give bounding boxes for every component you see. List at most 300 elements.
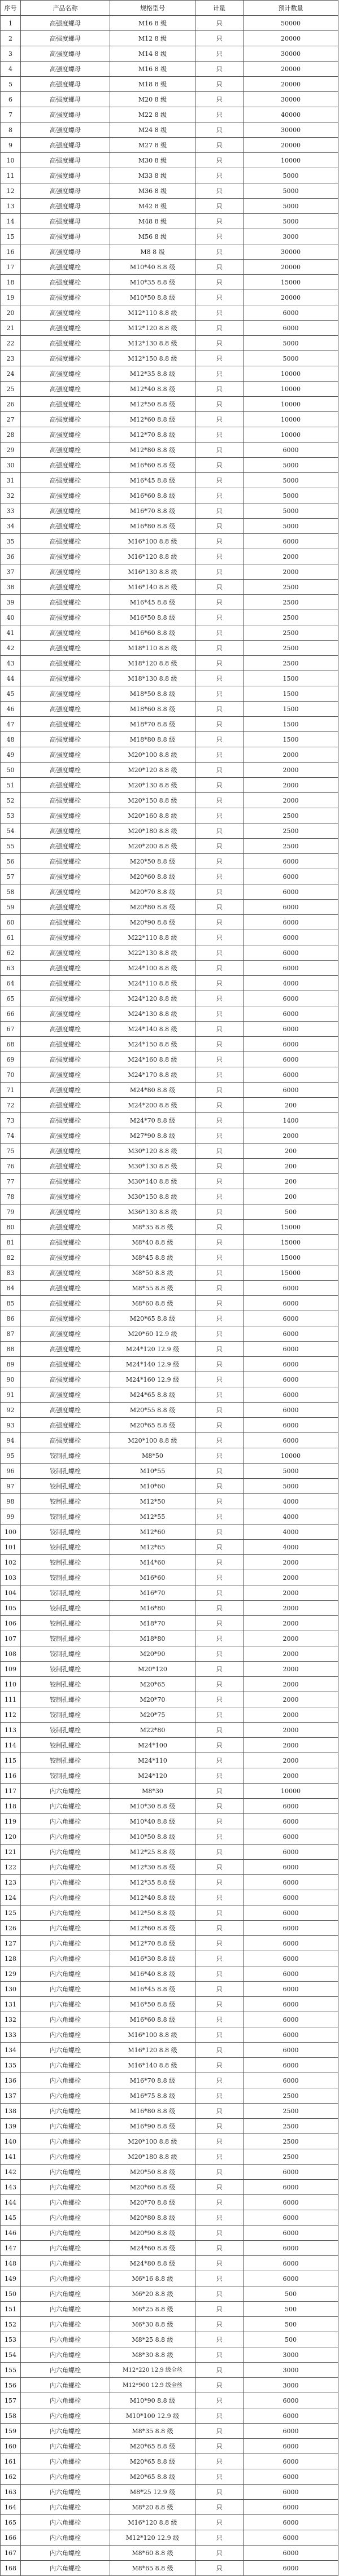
cell-index: 65 [1,991,21,1006]
cell-index: 4 [1,62,21,77]
table-row [1,1860,338,1875]
cell-quantity: 500 [244,2286,338,2302]
cell-unit: 只 [195,2241,244,2256]
table-row [1,2073,338,2088]
cell-index: 152 [1,2317,21,2332]
cell-spec: M8*50 [110,1448,195,1464]
cell-spec: M16*130 8.8 级 [110,564,195,580]
table-row [1,1753,338,1768]
table-row [1,884,338,900]
cell-product-name: 内六角螺栓 [21,2317,110,2332]
cell-spec: M8*60 8.8 级 [110,1296,195,1311]
table-row [1,1921,338,1936]
cell-quantity: 2000 [244,1738,338,1753]
cell-spec: M20*65 8.8 级 [110,2439,195,2454]
cell-spec: M24*170 8.8 级 [110,1067,195,1083]
cell-unit: 只 [195,1890,244,1905]
table-row [1,1265,338,1281]
cell-index: 40 [1,610,21,625]
cell-product-name: 高强度螺栓 [21,915,110,930]
table-row [1,1509,338,1524]
cell-quantity: 2000 [244,1768,338,1784]
table-row [1,2088,338,2104]
cell-product-name: 高强度螺栓 [21,732,110,747]
cell-quantity: 2500 [244,2134,338,2149]
cell-quantity: 2500 [244,580,338,595]
cell-unit: 只 [195,1738,244,1753]
cell-spec: M16*50 8.8 级 [110,1997,195,2012]
cell-unit: 只 [195,382,244,397]
cell-unit: 只 [195,2027,244,2043]
cell-unit: 只 [195,519,244,534]
cell-index: 77 [1,1174,21,1189]
cell-product-name: 高强度螺栓 [21,976,110,991]
cell-quantity: 2000 [244,1128,338,1144]
cell-quantity: 6000 [244,2043,338,2058]
header-spec: 规格型号 [110,1,195,16]
cell-product-name: 内六角螺栓 [21,2530,110,2546]
cell-product-name: 高强度螺母 [21,122,110,138]
table-row [1,2454,338,2469]
cell-index: 128 [1,1951,21,1966]
cell-unit: 只 [195,1799,244,1814]
cell-quantity: 5000 [244,458,338,473]
cell-spec: M12*60 8.8 级 [110,412,195,427]
table-row [1,229,338,244]
cell-unit: 只 [195,2500,244,2515]
cell-product-name: 高强度螺母 [21,183,110,199]
cell-unit: 只 [195,2210,244,2225]
cell-quantity: 6000 [244,915,338,930]
cell-index: 71 [1,1083,21,1098]
cell-unit: 只 [195,1905,244,1921]
cell-spec: M16*90 8.8 级 [110,2119,195,2134]
cell-index: 130 [1,1982,21,1997]
cell-index: 96 [1,1464,21,1479]
cell-product-name: 铰制孔螺栓 [21,1738,110,1753]
cell-quantity: 10000 [244,412,338,427]
cell-unit: 只 [195,1189,244,1204]
cell-product-name: 高强度螺母 [21,77,110,92]
table-row [1,1022,338,1037]
cell-unit: 只 [195,1540,244,1555]
cell-index: 72 [1,1098,21,1113]
cell-index: 145 [1,2210,21,2225]
cell-quantity: 30000 [244,122,338,138]
cell-product-name: 内六角螺栓 [21,2073,110,2088]
cell-unit: 只 [195,2363,244,2378]
cell-spec: M8*35 8.8 级 [110,1220,195,1235]
cell-quantity: 200 [244,1098,338,1113]
cell-unit: 只 [195,488,244,503]
cell-quantity: 5000 [244,168,338,183]
cell-spec: M24*100 [110,1738,195,1753]
table-row [1,1052,338,1067]
cell-spec: M10*90 8.8 级 [110,2393,195,2408]
table-row [1,1220,338,1235]
cell-quantity: 6000 [244,1997,338,2012]
cell-unit: 只 [195,915,244,930]
cell-unit: 只 [195,1311,244,1326]
cell-quantity: 6000 [244,930,338,945]
cell-product-name: 高强度螺栓 [21,808,110,823]
cell-unit: 只 [195,2469,244,2485]
cell-index: 18 [1,275,21,290]
cell-index: 95 [1,1448,21,1464]
cell-unit: 只 [195,199,244,214]
cell-product-name: 高强度螺母 [21,153,110,168]
cell-spec: M20*65 8.8 级 [110,2454,195,2469]
cell-index: 21 [1,321,21,336]
cell-quantity: 6000 [244,1403,338,1418]
cell-product-name: 高强度螺栓 [21,945,110,961]
cell-quantity: 6000 [244,945,338,961]
cell-quantity: 4000 [244,976,338,991]
cell-index: 83 [1,1265,21,1281]
table-row [1,595,338,610]
table-row [1,1006,338,1022]
cell-product-name: 高强度螺栓 [21,1022,110,1037]
cell-product-name: 高强度螺栓 [21,1311,110,1326]
cell-spec: M12*35 8.8 级 [110,1875,195,1890]
table-row [1,625,338,641]
cell-quantity: 6000 [244,534,338,549]
cell-product-name: 高强度螺栓 [21,1433,110,1448]
cell-quantity: 6000 [244,1326,338,1342]
cell-quantity: 1400 [244,1113,338,1128]
cell-product-name: 高强度螺母 [21,107,110,122]
table-row [1,2256,338,2271]
cell-unit: 只 [195,107,244,122]
cell-spec: M30*140 8.8 级 [110,1174,195,1189]
cell-spec: M8*40 8.8 级 [110,1235,195,1250]
cell-quantity: 6000 [244,884,338,900]
table-row [1,1083,338,1098]
cell-unit: 只 [195,2012,244,2027]
cell-product-name: 内六角螺栓 [21,2469,110,2485]
cell-product-name: 高强度螺栓 [21,839,110,854]
table-row [1,1966,338,1982]
cell-index: 28 [1,427,21,443]
cell-spec: M20*60 8.8 级 [110,869,195,884]
cell-product-name: 内六角螺栓 [21,2500,110,2515]
cell-unit: 只 [195,961,244,976]
cell-index: 155 [1,2363,21,2378]
cell-product-name: 高强度螺栓 [21,763,110,778]
cell-spec: M20*50 8.8 级 [110,2165,195,2180]
cell-product-name: 高强度螺栓 [21,1281,110,1296]
table-row [1,610,338,625]
cell-product-name: 内六角螺栓 [21,1829,110,1845]
table-row [1,747,338,763]
cell-quantity: 6000 [244,1905,338,1921]
table-row [1,1524,338,1540]
cell-spec: M24*140 12.9 级 [110,1357,195,1372]
cell-index: 92 [1,1403,21,1418]
cell-quantity: 200 [244,1159,338,1174]
cell-unit: 只 [195,564,244,580]
cell-quantity: 2000 [244,793,338,808]
cell-product-name: 高强度螺栓 [21,747,110,763]
cell-quantity: 6000 [244,2180,338,2195]
cell-index: 114 [1,1738,21,1753]
cell-quantity: 15000 [244,1220,338,1235]
cell-quantity: 6000 [244,2530,338,2546]
cell-product-name: 高强度螺栓 [21,1326,110,1342]
cell-product-name: 高强度螺栓 [21,625,110,641]
cell-unit: 只 [195,945,244,961]
cell-product-name: 高强度螺栓 [21,488,110,503]
cell-unit: 只 [195,1479,244,1494]
cell-product-name: 高强度螺栓 [21,1357,110,1372]
cell-product-name: 高强度螺栓 [21,930,110,945]
cell-spec: M16*30 8.8 级 [110,1951,195,1966]
cell-index: 108 [1,1646,21,1662]
cell-product-name: 内六角螺栓 [21,1997,110,2012]
cell-spec: M30*120 8.8 级 [110,1144,195,1159]
cell-quantity: 6000 [244,2408,338,2424]
cell-index: 138 [1,2104,21,2119]
table-row [1,580,338,595]
table-row [1,1784,338,1799]
cell-quantity: 10000 [244,427,338,443]
cell-spec: M20*180 8.8 级 [110,2149,195,2165]
cell-index: 89 [1,1357,21,1372]
table-row [1,1723,338,1738]
cell-product-name: 高强度螺母 [21,214,110,229]
cell-product-name: 内六角螺栓 [21,1951,110,1966]
cell-product-name: 内六角螺栓 [21,2256,110,2271]
cell-index: 45 [1,686,21,702]
cell-spec: M8*25 8.8 级 [110,2332,195,2347]
cell-unit: 只 [195,351,244,366]
cell-unit: 只 [195,1784,244,1799]
table-row [1,839,338,854]
table-row [1,1494,338,1509]
cell-quantity: 6000 [244,2271,338,2286]
cell-unit: 只 [195,1037,244,1052]
cell-index: 154 [1,2347,21,2363]
cell-spec: M20 8 级 [110,92,195,107]
cell-quantity: 500 [244,2317,338,2332]
cell-index: 29 [1,443,21,458]
cell-quantity: 4000 [244,1509,338,1524]
cell-quantity: 2500 [244,2104,338,2119]
cell-product-name: 高强度螺栓 [21,1235,110,1250]
table-row [1,1707,338,1723]
cell-quantity: 30000 [244,46,338,62]
cell-unit: 只 [195,2271,244,2286]
table-row [1,382,338,397]
cell-product-name: 高强度螺栓 [21,702,110,717]
cell-quantity: 6000 [244,2393,338,2408]
cell-product-name: 高强度螺栓 [21,1296,110,1311]
cell-spec: M27*90 8.8 级 [110,1128,195,1144]
table-row [1,1951,338,1966]
cell-product-name: 铰制孔螺栓 [21,1692,110,1707]
cell-product-name: 高强度螺栓 [21,290,110,305]
cell-quantity: 6000 [244,2561,338,2576]
cell-index: 99 [1,1509,21,1524]
cell-product-name: 高强度螺栓 [21,1418,110,1433]
cell-quantity: 1500 [244,671,338,686]
cell-quantity: 5000 [244,1479,338,1494]
cell-spec: M36*130 8.8 级 [110,1204,195,1220]
cell-product-name: 高强度螺栓 [21,1128,110,1144]
cell-product-name: 高强度螺栓 [21,671,110,686]
cell-unit: 只 [195,1616,244,1631]
cell-unit: 只 [195,443,244,458]
cell-unit: 只 [195,1022,244,1037]
cell-index: 48 [1,732,21,747]
cell-unit: 只 [195,16,244,31]
cell-unit: 只 [195,717,244,732]
cell-quantity: 6000 [244,1022,338,1037]
table-row [1,92,338,107]
cell-quantity: 500 [244,1204,338,1220]
cell-quantity: 6000 [244,1037,338,1052]
cell-product-name: 铰制孔螺栓 [21,1448,110,1464]
cell-unit: 只 [195,900,244,915]
table-row [1,2530,338,2546]
cell-product-name: 高强度螺栓 [21,595,110,610]
cell-spec: M16*70 8.8 级 [110,503,195,519]
cell-spec: M18*130 8.8 级 [110,671,195,686]
cell-quantity: 6000 [244,2424,338,2439]
table-row [1,2302,338,2317]
cell-spec: M27 8 级 [110,138,195,153]
cell-unit: 只 [195,686,244,702]
cell-quantity: 1500 [244,732,338,747]
cell-spec: M24*120 [110,1768,195,1784]
cell-spec: M14 8 级 [110,46,195,62]
cell-unit: 只 [195,2454,244,2469]
cell-index: 104 [1,1585,21,1601]
cell-quantity: 6000 [244,961,338,976]
cell-index: 119 [1,1814,21,1829]
cell-index: 61 [1,930,21,945]
cell-index: 25 [1,382,21,397]
cell-quantity: 6000 [244,1357,338,1372]
table-row [1,1128,338,1144]
cell-unit: 只 [195,412,244,427]
cell-product-name: 高强度螺栓 [21,1387,110,1403]
cell-index: 94 [1,1433,21,1448]
cell-spec: M16*70 [110,1585,195,1601]
cell-index: 101 [1,1540,21,1555]
cell-index: 161 [1,2454,21,2469]
cell-product-name: 铰制孔螺栓 [21,1540,110,1555]
cell-index: 97 [1,1479,21,1494]
cell-index: 10 [1,153,21,168]
cell-index: 143 [1,2180,21,2195]
cell-spec: M16*100 8.8 级 [110,534,195,549]
cell-unit: 只 [195,2378,244,2393]
cell-spec: M30 8 级 [110,153,195,168]
cell-quantity: 6000 [244,1281,338,1296]
cell-product-name: 高强度螺栓 [21,1067,110,1083]
cell-quantity: 6000 [244,443,338,458]
cell-quantity: 6000 [244,1052,338,1067]
cell-spec: M18*110 8.8 级 [110,641,195,656]
table-body [1,16,338,2576]
cell-unit: 只 [195,1052,244,1067]
cell-spec: M12*30 8.8 级 [110,1860,195,1875]
cell-product-name: 铰制孔螺栓 [21,1616,110,1631]
cell-index: 137 [1,2088,21,2104]
header-quantity: 预计数量 [244,1,338,16]
cell-product-name: 高强度螺母 [21,199,110,214]
cell-spec: M56 8 级 [110,229,195,244]
cell-spec: M18*80 [110,1631,195,1646]
cell-product-name: 高强度螺母 [21,62,110,77]
cell-index: 1 [1,16,21,31]
table-row [1,2271,338,2286]
header-index: 序号 [1,1,21,16]
cell-product-name: 高强度螺栓 [21,580,110,595]
cell-product-name: 内六角螺栓 [21,1936,110,1951]
cell-unit: 只 [195,1631,244,1646]
cell-unit: 只 [195,2058,244,2073]
cell-product-name: 高强度螺栓 [21,1037,110,1052]
cell-product-name: 内六角螺栓 [21,2043,110,2058]
table-row [1,991,338,1006]
cell-spec: M12*220 12.9 级全丝 [110,2363,195,2378]
cell-product-name: 铰制孔螺栓 [21,1707,110,1723]
cell-spec: M20*65 8.8 级 [110,2469,195,2485]
cell-quantity: 20000 [244,290,338,305]
cell-product-name: 高强度螺母 [21,46,110,62]
table-row [1,1677,338,1692]
table-row [1,1768,338,1784]
cell-unit: 只 [195,138,244,153]
table-row [1,549,338,564]
cell-unit: 只 [195,732,244,747]
cell-spec: M20*70 [110,1692,195,1707]
cell-index: 73 [1,1113,21,1128]
cell-quantity: 5000 [244,183,338,199]
table-row [1,854,338,869]
table-row [1,519,338,534]
cell-product-name: 铰制孔螺栓 [21,1464,110,1479]
cell-index: 34 [1,519,21,534]
cell-index: 118 [1,1799,21,1814]
cell-product-name: 高强度螺母 [21,92,110,107]
cell-spec: M18*70 8.8 级 [110,717,195,732]
cell-spec: M12*50 [110,1494,195,1509]
cell-quantity: 500 [244,2302,338,2317]
cell-index: 69 [1,1052,21,1067]
cell-product-name: 内六角螺栓 [21,1860,110,1875]
cell-product-name: 高强度螺母 [21,229,110,244]
table-row [1,915,338,930]
cell-spec: M24*80 8.8 级 [110,2256,195,2271]
cell-product-name: 内六角螺栓 [21,2119,110,2134]
table-row [1,2485,338,2500]
cell-spec: M6*20 8.8 级 [110,2286,195,2302]
cell-spec: M20*150 8.8 级 [110,793,195,808]
cell-quantity: 6000 [244,1296,338,1311]
table-row [1,1311,338,1326]
cell-unit: 只 [195,1098,244,1113]
cell-unit: 只 [195,1692,244,1707]
cell-quantity: 200 [244,1144,338,1159]
cell-unit: 只 [195,2485,244,2500]
cell-quantity: 5000 [244,1464,338,1479]
cell-spec: M24*200 8.8 级 [110,1098,195,1113]
cell-unit: 只 [195,1281,244,1296]
cell-product-name: 铰制孔螺栓 [21,1753,110,1768]
